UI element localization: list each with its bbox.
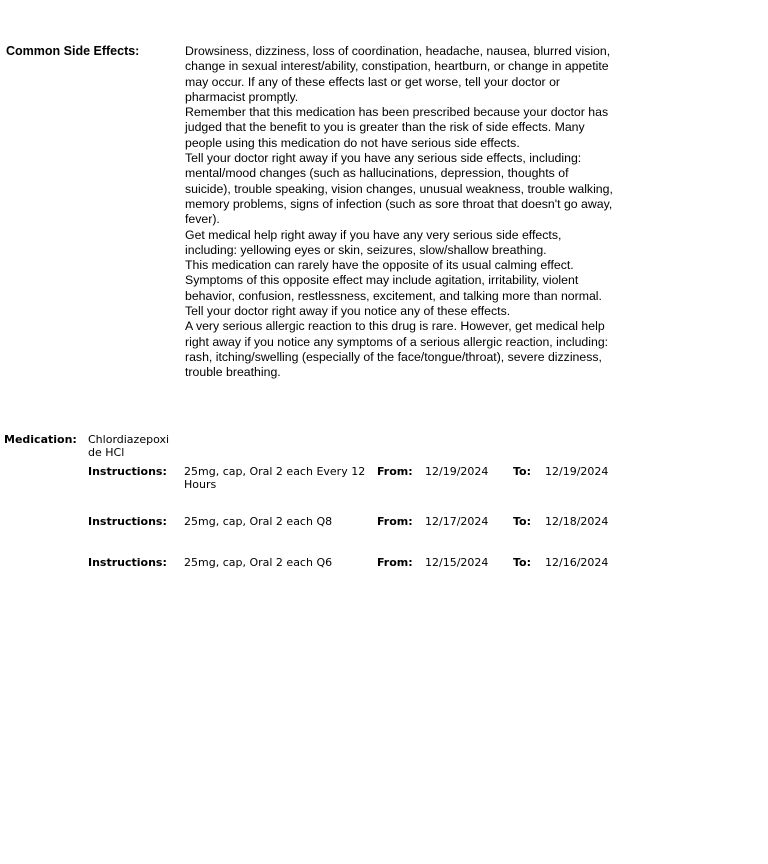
side-effects-body: [185, 44, 613, 381]
instructions-text: 25mg, cap, Oral 2 each Every 12 Hours: [184, 465, 366, 491]
from-label: From:: [377, 465, 413, 478]
from-date: 12/19/2024: [425, 465, 489, 478]
to-label: To:: [513, 515, 531, 528]
instruction-row: [88, 556, 648, 586]
instructions-text: 25mg, cap, Oral 2 each Q8: [184, 515, 333, 528]
side-effects-paragraph: Remember that this medication has been prescribed because your doctor has judged that the benefit to you is greater than the risk of side effects. Many people using this medication do not have serious side effects.: [185, 105, 609, 150]
to-date: 12/19/2024: [545, 465, 609, 478]
from-label: From:: [377, 515, 413, 528]
from-date: 12/15/2024: [425, 556, 489, 569]
to-date: 12/16/2024: [545, 556, 609, 569]
to-date: 12/18/2024: [545, 515, 609, 528]
side-effects-paragraph: Drowsiness, dizziness, loss of coordination, headache, nausea, blurred vision, change in sexual interest/ability, constipation, heartburn, or change in appetite may occur. If any of these effects last or get worse, tell your doctor or pharmacist promptly.: [185, 44, 611, 104]
instructions-label: Instructions:: [88, 556, 167, 569]
to-label: To:: [513, 465, 531, 478]
instruction-row: [88, 515, 648, 545]
side-effects-paragraph: A very serious allergic reaction to this drug is rare. However, get medical help right away if you notice any symptoms of a serious allergic reaction, including: rash, itching/swelling (especially of the face/tongue/throat), severe dizziness, trouble breathing.: [185, 319, 609, 380]
from-label: From:: [377, 556, 413, 569]
side-effects-paragraph: This medication can rarely have the opposite of its usual calming effect. Symptoms of this opposite effect may include agitation, irritability, violent behavior, confusion, restlessness, excitement, and talking more than normal. Tell your doctor right away if you notice any of these effects.: [185, 258, 602, 319]
instructions-text: 25mg, cap, Oral 2 each Q6: [184, 556, 333, 569]
instructions-label: Instructions:: [88, 465, 167, 478]
side-effects-paragraph: Get medical help right away if you have any very serious side effects, including: yellowing eyes or skin, seizures, slow/shallow breathing.: [185, 227, 562, 257]
side-effects-paragraph: Tell your doctor right away if you have any serious side effects, including: mental/mood changes (such as hallucinations, depression, thoughts of suicide), trouble speaking, vision changes, unusual weakness, trouble walking, memory problems, signs of infection (such as sore throat that doesn't go away, fever).: [185, 151, 613, 227]
instruction-row: [88, 465, 648, 495]
from-date: 12/17/2024: [425, 515, 489, 528]
instructions-label: Instructions:: [88, 515, 167, 528]
medication-label: Medication:: [4, 433, 77, 446]
medication-name: Chlordiazepoxide HCl: [88, 433, 170, 459]
to-label: To:: [513, 556, 531, 569]
side-effects-label: Common Side Effects:: [6, 44, 140, 58]
